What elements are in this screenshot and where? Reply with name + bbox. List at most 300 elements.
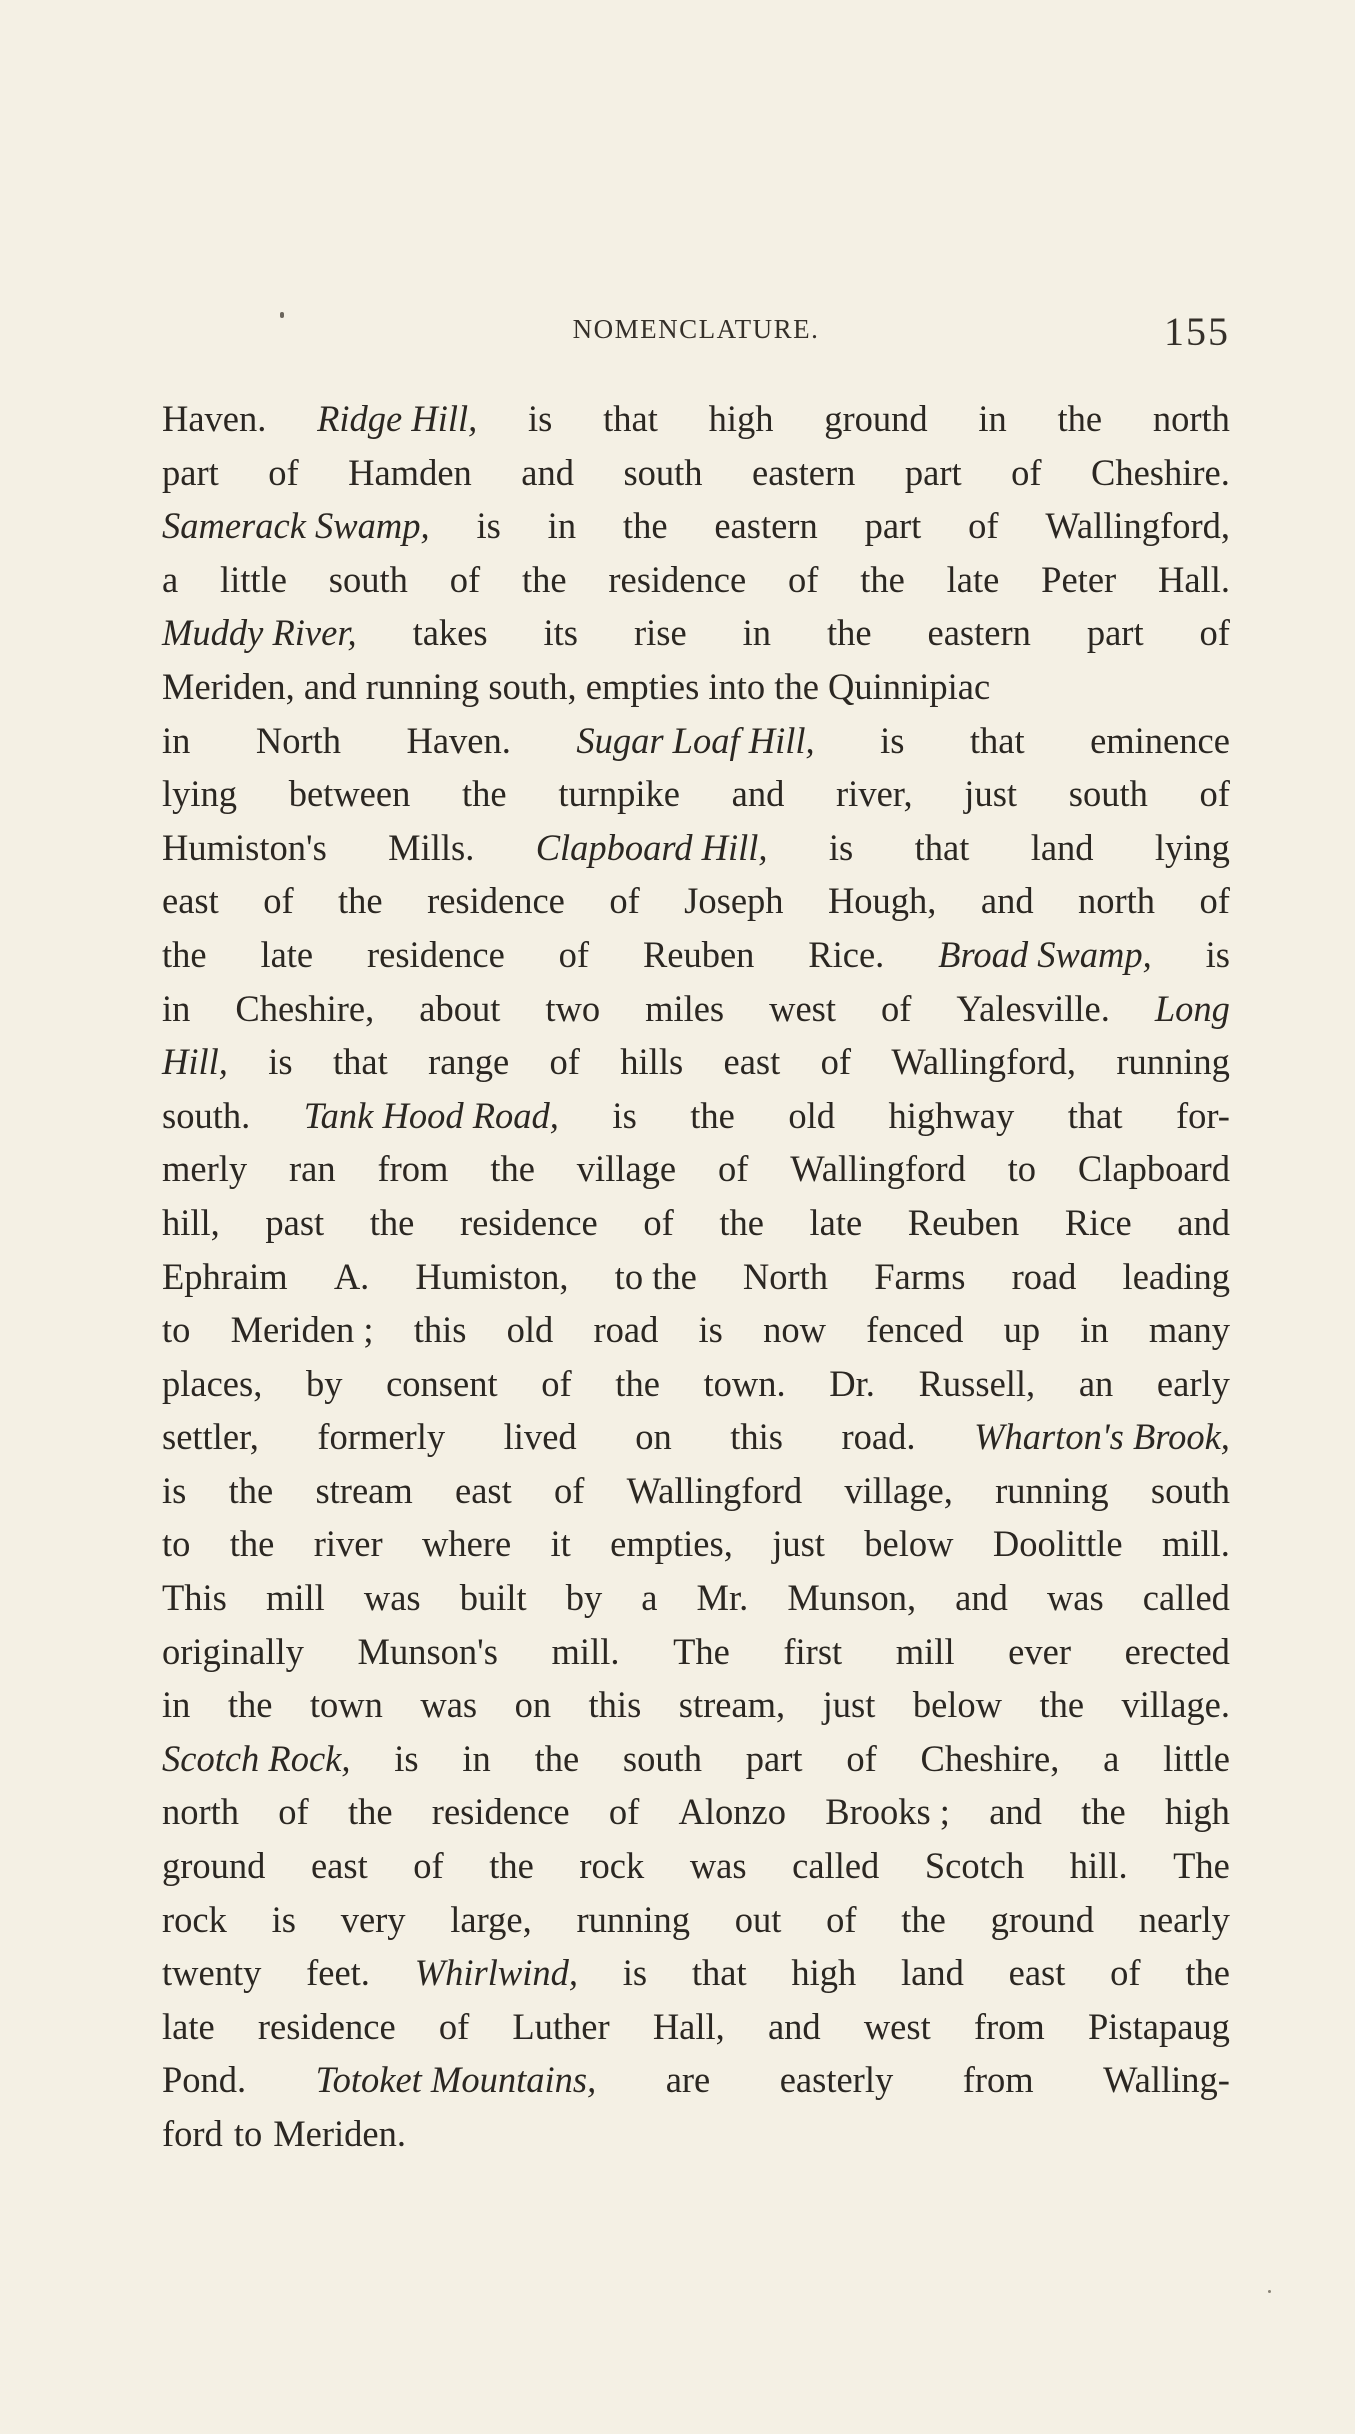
word: Wallingford, — [1045, 505, 1230, 547]
text-line — [162, 982, 1230, 1036]
text-line — [162, 1357, 1230, 1411]
word: ground — [824, 398, 928, 439]
word: the — [228, 1469, 274, 1511]
word: empties, — [610, 1523, 733, 1565]
word: a — [162, 558, 179, 600]
word: land — [1030, 826, 1094, 868]
word: south — [328, 558, 408, 600]
text-line — [162, 1464, 1230, 1518]
word: on — [635, 1416, 672, 1458]
word: settler, — [162, 1416, 259, 1458]
word: lying — [1154, 826, 1230, 868]
word: easterly — [779, 2059, 894, 2101]
text-line — [162, 392, 1230, 446]
word: eastern — [752, 451, 856, 493]
word: of — [968, 505, 999, 547]
paper-speck — [1268, 2290, 1271, 2293]
word: east — [162, 880, 219, 922]
word: road. — [841, 1416, 916, 1458]
text-line — [162, 1893, 1230, 1947]
word: mill. — [1161, 1523, 1230, 1565]
word: west — [769, 987, 837, 1029]
word: residence — [459, 1201, 598, 1243]
word: Dr. — [829, 1362, 875, 1404]
word: to — [162, 1309, 191, 1351]
word: of — [554, 1469, 585, 1511]
word: and — [980, 880, 1034, 922]
word: of — [263, 880, 294, 922]
word: it — [550, 1523, 571, 1565]
word: that — [603, 398, 658, 439]
word: running — [1116, 1041, 1230, 1083]
word: residence — [367, 933, 505, 975]
word: stream — [315, 1469, 413, 1511]
running-title: NOMENCLATURE. — [572, 314, 820, 344]
word: of — [609, 880, 640, 922]
word: Meriden ; — [230, 1309, 374, 1351]
text-line — [162, 1089, 1230, 1143]
word: on — [514, 1684, 552, 1726]
word: Ephraim — [162, 1255, 288, 1297]
word: north — [1078, 880, 1156, 922]
word: merly — [162, 1148, 248, 1190]
word: the — [615, 1362, 660, 1404]
word: village. — [1121, 1684, 1230, 1726]
page-number: 155 — [1164, 309, 1230, 354]
word: Humiston, — [415, 1255, 569, 1297]
word: Haven. — [406, 719, 511, 761]
word: east — [310, 1845, 368, 1887]
word: south — [623, 451, 703, 493]
word: is — [162, 1469, 187, 1511]
word: large, — [450, 1898, 532, 1940]
word: Luther — [512, 2005, 610, 2047]
word: was — [689, 1845, 747, 1887]
word: is — [1205, 933, 1230, 975]
word: of — [846, 1737, 877, 1779]
word: North — [255, 719, 342, 761]
text-line — [162, 2107, 1230, 2161]
word: consent — [386, 1362, 498, 1404]
word: a — [1103, 1737, 1120, 1779]
word: the — [338, 880, 383, 922]
word: from — [377, 1148, 449, 1190]
word: this — [413, 1309, 467, 1351]
word: lying — [162, 773, 238, 815]
word: is — [622, 1952, 648, 1994]
word: that — [333, 1041, 388, 1083]
word: the — [369, 1201, 415, 1243]
word: river — [313, 1523, 383, 1565]
word: south — [1068, 773, 1148, 815]
word: east — [723, 1041, 781, 1083]
word: ground — [990, 1898, 1094, 1940]
word: late — [946, 558, 1000, 600]
word: the — [901, 1898, 946, 1940]
word: from — [962, 2059, 1034, 2101]
word: takes — [412, 612, 488, 654]
body-paragraph — [162, 392, 1230, 2161]
word: is — [476, 505, 501, 547]
word: the — [162, 933, 207, 975]
text-line — [162, 1946, 1230, 2000]
word: the — [347, 1791, 393, 1833]
word: by — [565, 1577, 603, 1619]
word: part — [162, 451, 219, 493]
word: and — [521, 451, 574, 493]
text-line — [162, 660, 1230, 714]
word: ran — [289, 1148, 336, 1190]
word: formerly — [317, 1416, 446, 1458]
word: stream, — [678, 1684, 786, 1726]
word: to — [1007, 1148, 1037, 1190]
word: residence — [608, 558, 747, 600]
word: Brooks ; — [825, 1791, 950, 1833]
word: mill — [265, 1577, 325, 1619]
word: and — [767, 2005, 821, 2047]
word: called — [792, 1845, 880, 1887]
word: in — [462, 1737, 491, 1779]
word: eminence — [1090, 719, 1230, 761]
word: feet. — [306, 1952, 370, 1994]
word: about — [419, 987, 501, 1029]
word: of — [268, 451, 299, 493]
word: that — [969, 719, 1025, 761]
word: called — [1142, 1577, 1230, 1619]
word: Scotch — [924, 1845, 1025, 1887]
word: the — [622, 505, 668, 547]
text-line — [162, 446, 1230, 500]
word: of — [549, 1041, 580, 1083]
italic-place-name: Scotch Rock, — [162, 1737, 351, 1779]
word: hill, — [162, 1201, 220, 1243]
word: Munson, — [787, 1577, 917, 1619]
word: the — [690, 1094, 735, 1136]
word: Haven. — [162, 398, 267, 439]
word: of — [1199, 612, 1230, 654]
word: the — [1185, 1952, 1230, 1994]
text-line — [162, 2000, 1230, 2054]
word: rock — [579, 1845, 645, 1887]
word: just — [964, 773, 1018, 815]
word: the — [462, 773, 507, 815]
word: in — [547, 505, 577, 547]
italic-place-name: Long — [1154, 987, 1230, 1029]
word: road — [593, 1309, 659, 1351]
word: of — [1110, 1952, 1141, 1994]
word: the — [490, 1148, 535, 1190]
word: mill — [895, 1630, 955, 1672]
text-line — [162, 1785, 1230, 1839]
word: little — [1163, 1737, 1230, 1779]
word: this — [588, 1684, 642, 1726]
text-line — [162, 714, 1230, 768]
text-line — [162, 1250, 1230, 1304]
text-line — [162, 767, 1230, 821]
word: the — [227, 1684, 273, 1726]
italic-place-name: Samerack Swamp, — [162, 505, 430, 547]
word: of — [1199, 773, 1230, 815]
word: Wallingford, — [891, 1041, 1076, 1083]
word: Clapboard — [1077, 1148, 1230, 1190]
word: Yalesville. — [956, 987, 1110, 1029]
word: Cheshire. — [1091, 451, 1230, 493]
word: rise — [633, 612, 687, 654]
word: south. — [162, 1094, 251, 1136]
word: old — [788, 1094, 836, 1136]
word: between — [288, 773, 411, 815]
word: is — [394, 1737, 419, 1779]
word: originally — [162, 1630, 304, 1672]
word: town. — [703, 1362, 786, 1404]
word: in — [742, 612, 772, 654]
word: of — [1199, 880, 1230, 922]
word: high — [1165, 1791, 1230, 1833]
word: ground — [162, 1845, 266, 1887]
word: of — [1011, 451, 1042, 493]
word: Hall. — [1158, 558, 1230, 600]
word: south — [1150, 1469, 1230, 1511]
word: in — [978, 398, 1007, 439]
word: out — [734, 1898, 782, 1940]
word: This — [162, 1577, 227, 1619]
word: east — [455, 1469, 512, 1511]
italic-place-name: Muddy River, — [162, 612, 357, 654]
word: nearly — [1138, 1898, 1230, 1940]
word: and — [731, 773, 785, 815]
text-line — [162, 1678, 1230, 1732]
word: Joseph — [684, 880, 784, 922]
italic-place-name: Totoket Mountains, — [315, 2059, 597, 2101]
word: ever — [1008, 1630, 1071, 1672]
word: built — [459, 1577, 527, 1619]
word: Munson's — [357, 1630, 498, 1672]
italic-place-name: Broad Swamp, — [938, 933, 1152, 975]
word: up — [1003, 1309, 1041, 1351]
word: lived — [503, 1416, 577, 1458]
word: that — [691, 1952, 747, 1994]
text-line — [162, 1732, 1230, 1786]
word: is — [268, 1041, 293, 1083]
word: to — [233, 2113, 263, 2154]
word: Hough, — [827, 880, 937, 922]
text-line — [162, 1142, 1230, 1196]
text-line — [162, 1571, 1230, 1625]
word: Meriden. — [273, 2113, 406, 2154]
word: Wallingford — [790, 1148, 966, 1190]
word: Hall, — [652, 2005, 725, 2047]
word: Mr. — [696, 1577, 749, 1619]
word: village — [576, 1148, 677, 1190]
text-line — [162, 606, 1230, 660]
text-line — [162, 553, 1230, 607]
word: of — [826, 1898, 857, 1940]
italic-place-name: Sugar Loaf Hill, — [576, 719, 815, 761]
word: the — [719, 1201, 764, 1243]
word: to — [162, 1523, 191, 1565]
word: Rice. — [808, 933, 885, 975]
word: Farms — [874, 1255, 966, 1297]
italic-place-name: Hill, — [162, 1041, 228, 1083]
word: Doolittle — [992, 1523, 1123, 1565]
word: late — [162, 2005, 215, 2047]
text-line — [162, 1517, 1230, 1571]
word: Rice — [1064, 1201, 1132, 1243]
word: the — [489, 1845, 534, 1887]
italic-place-name: Clapboard Hill, — [535, 826, 768, 868]
word: and — [989, 1791, 1042, 1833]
word: the — [1081, 1791, 1126, 1833]
word: to the — [614, 1255, 697, 1297]
word: now — [763, 1309, 826, 1351]
text-line — [162, 874, 1230, 928]
word: Hamden — [348, 451, 472, 493]
word: the — [860, 558, 905, 600]
word: in — [162, 1684, 191, 1726]
word: the — [1057, 398, 1103, 439]
word: of — [449, 558, 481, 600]
word: ford — [162, 2113, 223, 2154]
word: was — [1046, 1577, 1104, 1619]
word: residence — [431, 1791, 570, 1833]
italic-place-name: Tank Hood Road, — [303, 1094, 559, 1136]
word: of — [541, 1362, 572, 1404]
italic-place-name: Wharton's Brook, — [974, 1416, 1230, 1458]
word: late — [260, 933, 314, 975]
word: Walling- — [1103, 2059, 1230, 2101]
word: of — [278, 1791, 309, 1833]
word: of — [608, 1791, 640, 1833]
text-line — [162, 499, 1230, 553]
word: the — [826, 612, 872, 654]
word: late — [809, 1201, 863, 1243]
word: was — [420, 1684, 478, 1726]
text-line — [162, 1303, 1230, 1357]
word: eastern — [927, 612, 1031, 654]
word: the — [521, 558, 567, 600]
word: village, — [844, 1469, 953, 1511]
word: Reuben — [907, 1201, 1020, 1243]
word: is — [880, 719, 905, 761]
word: and — [1177, 1201, 1230, 1243]
word: was — [363, 1577, 421, 1619]
word: land — [901, 1952, 964, 1994]
word: a — [641, 1577, 658, 1619]
word: North — [742, 1255, 829, 1297]
word: north — [1152, 398, 1230, 439]
word: rock — [162, 1898, 227, 1940]
word: of — [413, 1845, 444, 1887]
word: fenced — [866, 1309, 964, 1351]
word: river, — [836, 773, 913, 815]
word: that — [914, 826, 970, 868]
word: first — [783, 1630, 843, 1672]
word: Reuben — [642, 933, 755, 975]
word: in — [162, 719, 191, 761]
word: for- — [1175, 1094, 1230, 1136]
word: that — [1067, 1094, 1123, 1136]
word: old — [506, 1309, 554, 1351]
word: part — [864, 505, 922, 547]
word: east — [1008, 1952, 1066, 1994]
word: are — [665, 2059, 711, 2101]
word: the — [1039, 1684, 1085, 1726]
word: Humiston's — [162, 826, 327, 868]
word: Peter — [1041, 558, 1117, 600]
word: eastern — [714, 505, 818, 547]
word: leading — [1122, 1255, 1230, 1297]
page-header — [162, 308, 1230, 368]
word: the — [229, 1523, 275, 1565]
word: places, — [162, 1362, 263, 1404]
word: residence — [427, 880, 565, 922]
text-line — [162, 1839, 1230, 1893]
word: residence — [257, 2005, 396, 2047]
word: of — [718, 1148, 749, 1190]
word: just — [822, 1684, 876, 1726]
word: road — [1011, 1255, 1077, 1297]
word: many — [1148, 1309, 1230, 1351]
word: of — [788, 558, 819, 600]
text-line — [162, 1625, 1230, 1679]
word: its — [543, 612, 579, 654]
word: high — [708, 398, 774, 439]
word: below — [912, 1684, 1003, 1726]
word: highway — [888, 1094, 1015, 1136]
word: Mills. — [388, 826, 475, 868]
word: from — [973, 2005, 1045, 2047]
word: running — [576, 1898, 690, 1940]
word: part — [1086, 612, 1144, 654]
text-line — [162, 1035, 1230, 1089]
text-line — [162, 928, 1230, 982]
word: of — [438, 2005, 470, 2047]
word: in — [1080, 1309, 1109, 1351]
word: very — [340, 1898, 406, 1940]
word: in — [162, 987, 191, 1029]
text-line — [162, 1410, 1230, 1464]
word: south — [622, 1737, 703, 1779]
word: where — [421, 1523, 512, 1565]
word: of — [558, 933, 590, 975]
word: is — [528, 398, 553, 439]
word: mill. — [551, 1630, 620, 1672]
word: Pond. — [162, 2059, 247, 2101]
word: two — [545, 987, 601, 1029]
word: just — [772, 1523, 825, 1565]
word: Meriden, and running south, empties into the Quinnipiac — [162, 665, 991, 707]
word: west — [863, 2005, 931, 2047]
text-line — [162, 821, 1230, 875]
word: is — [612, 1094, 637, 1136]
word: range — [428, 1041, 510, 1083]
word: north — [162, 1791, 240, 1833]
word: the — [534, 1737, 580, 1779]
word: running — [995, 1469, 1109, 1511]
word: little — [220, 558, 287, 600]
italic-place-name: Whirlwind, — [414, 1952, 578, 1994]
word: Wallingford — [626, 1469, 803, 1511]
word: this — [730, 1416, 783, 1458]
word: erected — [1124, 1630, 1230, 1672]
word: The — [1173, 1845, 1230, 1887]
word: and — [955, 1577, 1008, 1619]
word: hill. — [1069, 1845, 1128, 1887]
word: twenty — [162, 1952, 262, 1994]
word: miles — [645, 987, 725, 1029]
word: part — [904, 451, 962, 493]
word: is — [698, 1309, 723, 1351]
